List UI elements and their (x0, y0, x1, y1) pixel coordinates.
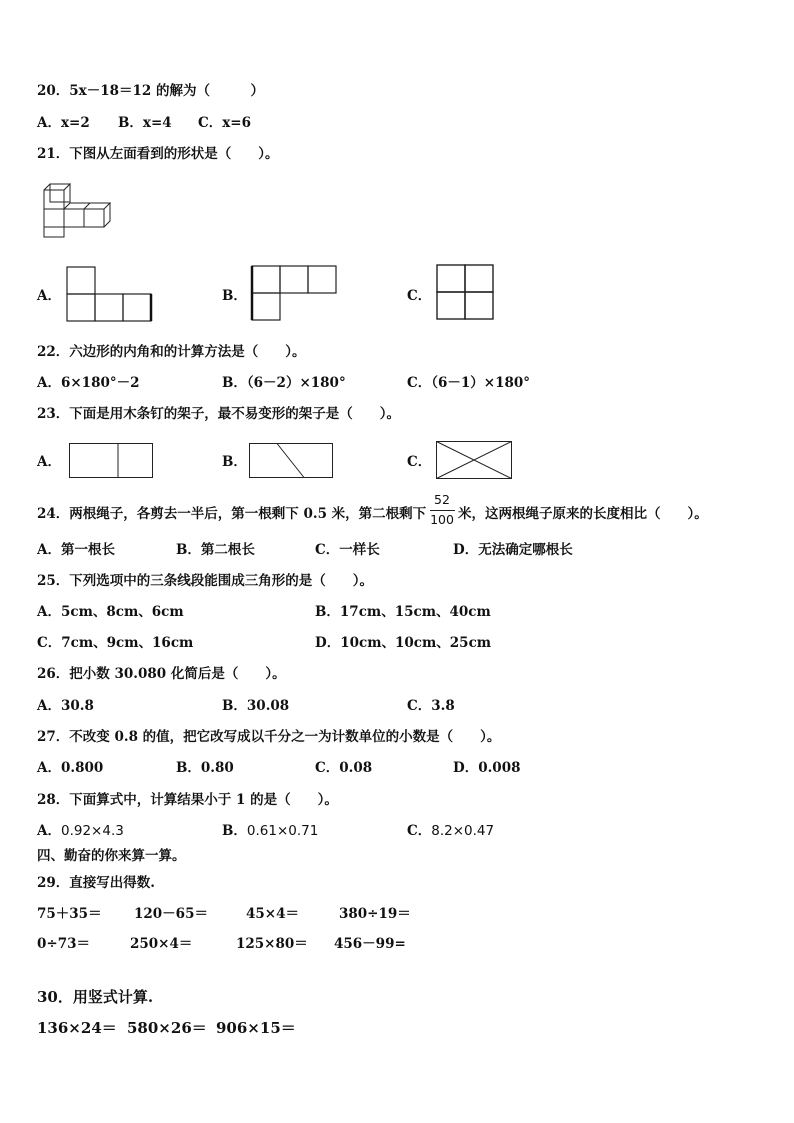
q22-option-a: A．6×180°－2 (37, 375, 140, 391)
q22-option-c: C．（6－1）×180° (407, 375, 531, 391)
q29-r1-item-3: 45×4＝ (246, 906, 299, 922)
q30-item-3: 906×15＝ (216, 1019, 296, 1037)
section-4-heading: 四、勤奋的你来算一算。 (37, 848, 186, 864)
q23-option-b-frame (249, 443, 333, 479)
q22-option-b: B．（6－2）×180° (222, 375, 346, 391)
q25-option-c: C．7cm、9cm、16cm (37, 635, 194, 651)
q30-stem: 30．用竖式计算. (37, 988, 154, 1006)
q22-stem: 22．六边形的内角和的计算方法是（ ）。 (37, 344, 306, 360)
q21-stem: 21．下图从左面看到的形状是（ ）。 (37, 146, 279, 162)
q21-option-b-label: B． (222, 288, 247, 304)
q28-option-a (37, 822, 124, 840)
q24-option-a: A．第一根长 (37, 542, 115, 558)
q27-option-a: A．0.800 (37, 760, 104, 776)
q20-option-a: A．x=2 (37, 115, 90, 131)
q23-option-b-label: B． (222, 454, 247, 470)
q24-option-d: D．无法确定哪根长 (453, 542, 573, 558)
q25-option-b: B．17cm、15cm、40cm (315, 604, 491, 620)
q29-r1-item-1: 75＋35＝ (37, 906, 102, 922)
q29-r2-item-2: 250×4＝ (130, 936, 193, 952)
q24-option-b: B．第二根长 (176, 542, 255, 558)
q29-r1-item-4: 380÷19＝ (339, 906, 411, 922)
q27-option-c: C．0.08 (315, 760, 373, 776)
q30-item-1: 136×24＝ (37, 1019, 117, 1037)
q25-option-d: D．10cm、10cm、25cm (315, 635, 492, 651)
q21-option-a-shape (66, 266, 152, 322)
q27-option-b: B．0.80 (176, 760, 234, 776)
q21-option-c-label: C． (407, 288, 432, 304)
q23-stem: 23．下面是用木条钉的架子，最不易变形的架子是（ ）。 (37, 406, 401, 422)
q29-r2-item-3: 125×80＝ (236, 936, 308, 952)
q26-option-c: C．3.8 (407, 698, 455, 714)
q28-option-b (222, 822, 318, 840)
q28-option-c-label: C． (407, 823, 432, 839)
q24-option-c: C．一样长 (315, 542, 380, 558)
q28-option-c (407, 822, 494, 840)
q26-option-a: A．30.8 (37, 698, 94, 714)
q23-option-c-label: C． (407, 454, 432, 470)
q20-option-c: C．x=6 (198, 115, 251, 131)
q24-stem-post: 米，这两根绳子原来的长度相比（ ）。 (458, 506, 708, 522)
q23-option-a-label: A． (37, 454, 61, 470)
q26-option-b: B．30.08 (222, 698, 290, 714)
q26-stem: 26．把小数 30.080 化简后是（ ）。 (37, 666, 286, 682)
q24-stem-pre: 24．两根绳子，各剪去一半后，第一根剩下 0.5 米，第二根剩下 (37, 506, 427, 522)
q29-stem: 29．直接写出得数. (37, 875, 155, 891)
q28-stem: 28．下面算式中，计算结果小于 1 的是（ ）。 (37, 792, 338, 808)
q29-r2-item-4: 456－99= (334, 936, 406, 952)
q27-option-d: D．0.008 (453, 760, 521, 776)
q24-fraction-bar (430, 510, 455, 511)
q29-r2-item-1: 0÷73＝ (37, 936, 90, 952)
q28-option-b-text: 0.61×0.71 (246, 823, 319, 839)
q28-option-c-text: 8.2×0.47 (431, 823, 495, 839)
q24-fraction-denominator: 100 (430, 512, 454, 527)
q28-option-a-label: A． (37, 823, 61, 839)
q21-option-a-label: A． (37, 288, 61, 304)
q25-stem: 25．下列选项中的三条线段能围成三角形的是（ ）。 (37, 573, 374, 589)
q29-r1-item-2: 120－65＝ (134, 906, 208, 922)
q23-option-a-frame (69, 443, 153, 479)
q30-item-2: 580×26＝ (127, 1019, 207, 1037)
cube-stack-figure (40, 180, 116, 240)
q24-fraction-numerator: 52 (434, 492, 450, 507)
q21-option-b-shape (251, 265, 337, 321)
q21-option-c-shape (436, 264, 494, 320)
q23-option-c-frame (436, 441, 512, 479)
q25-option-a: A．5cm、8cm、6cm (37, 604, 184, 620)
q27-stem: 27．不改变 0.8 的值，把它改写成以千分之一为计数单位的小数是（ ）。 (37, 729, 501, 745)
q20-option-b: B．x=4 (118, 115, 172, 131)
q20-stem: 20．5x－18＝12 的解为（ ） (37, 83, 265, 99)
q28-option-b-label: B． (222, 823, 247, 839)
q28-option-a-text: 0.92×4.3 (60, 823, 124, 839)
